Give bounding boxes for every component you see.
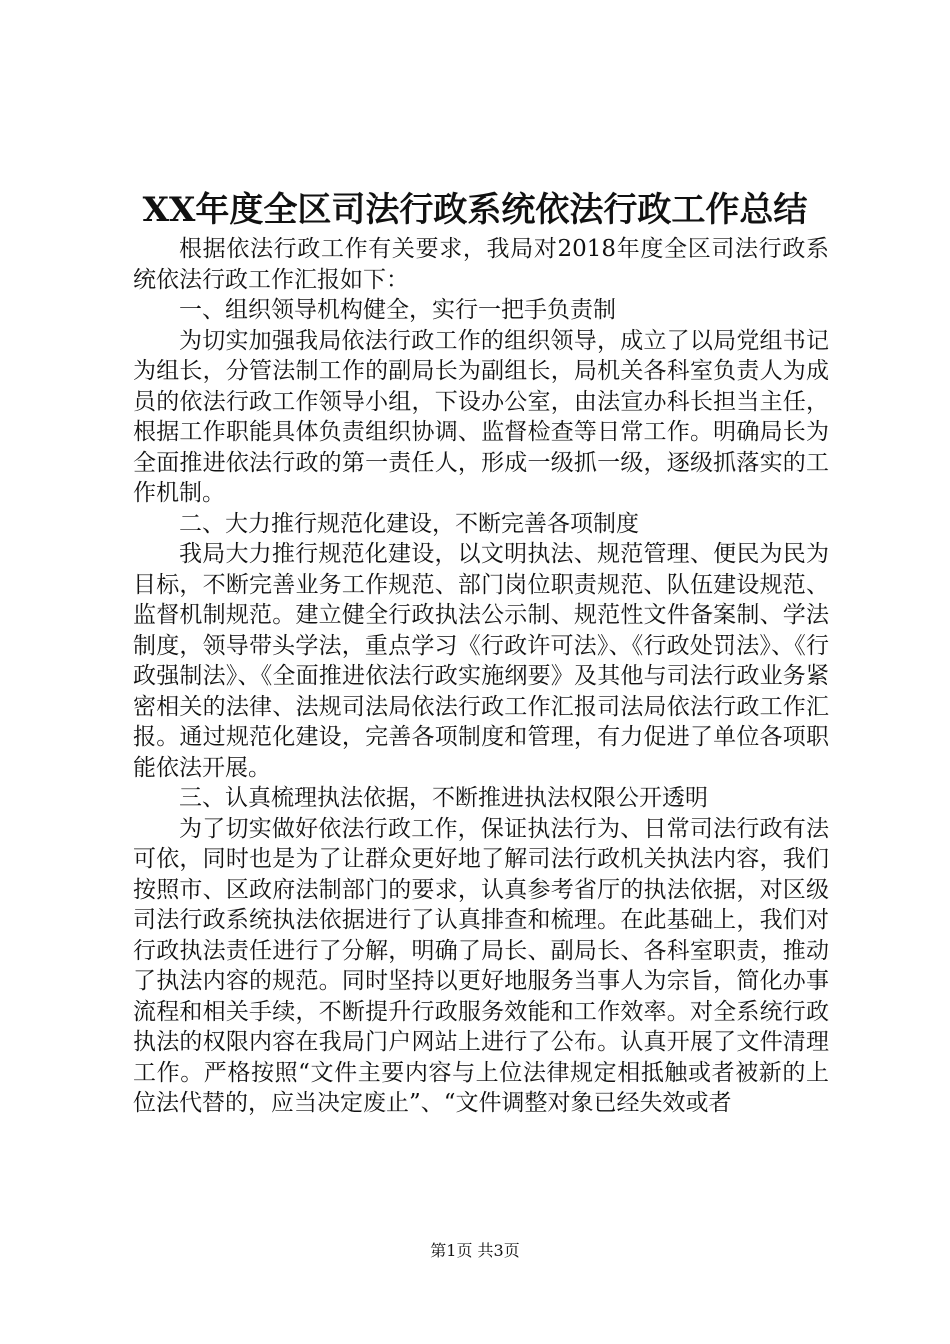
body-paragraph-1: 为切实加强我局依法行政工作的组织领导，成立了以局党组书记为组长，分管法制工作的副局长为副组长，局机关各科室负责人为成员的依法行政工作领导小组，下设办公室，由法宣办科长担当主任，根据工作职能具体负责组织协调、监督检查等日常工作。明确局长为全面推进依法行政的第一责任人，形成一级抓一级，逐级抓落实的工作机制。 xyxy=(133,327,829,506)
document-title: XX年度全区司法行政系统依法行政工作总结 xyxy=(142,190,808,230)
intro-paragraph: 根据依法行政工作有关要求，我局对2018年度全区司法行政系统依法行政工作汇报如下： xyxy=(133,236,829,293)
section-heading-1: 一、组织领导机构健全，实行一把手负责制 xyxy=(179,297,616,323)
page-footer: 第1页 共3页 xyxy=(430,1241,520,1260)
document-body xyxy=(133,234,829,1119)
body-paragraph-3: 为了切实做好依法行政工作，保证执法行为、日常司法行政有法可依，同时也是为了让群众更好地了解司法行政机关执法内容，我们按照市、区政府法制部门的要求，认真参考省厅的执法依据，对区级司法行政系统执法依据进行了认真排查和梳理。在此基础上，我们对行政执法责任进行了分解，明确了局长、副局长、各科室职责，推动了执法内容的规范。同时坚持以更好地服务当事人为宗旨，简化办事流程和相关手续，不断提升行政服务效能和工作效率。对全系统行政执法的权限内容在我局门户网站上进行了公布。认真开展了文件清理工作。严格按照“文件主要内容与上位法律规定相抵触或者被新的上位法代替的，应当决定废止”、“文件调整对象已经失效或者 xyxy=(133,815,829,1116)
body-paragraph-2: 我局大力推行规范化建设，以文明执法、规范管理、便民为民为目标，不断完善业务工作规范、部门岗位职责规范、队伍建设规范、监督机制规范。建立健全行政执法公示制、规范性文件备案制、学法制度，领导带头学法，重点学习《行政许可法》、《行政处罚法》、《行政强制法》、《全面推进依法行政实施纲要》及其他与司法行政业务紧密相关的法律、法规司法局依法行政工作汇报司法局依法行政工作汇报。通过规范化建设，完善各项制度和管理，有力促进了单位各项职能依法开展。 xyxy=(133,541,829,781)
section-heading-2: 二、大力推行规范化建设，不断完善各项制度 xyxy=(179,510,639,537)
section-heading-3: 三、认真梳理执法依据，不断推进执法权限公开透明 xyxy=(179,785,708,811)
